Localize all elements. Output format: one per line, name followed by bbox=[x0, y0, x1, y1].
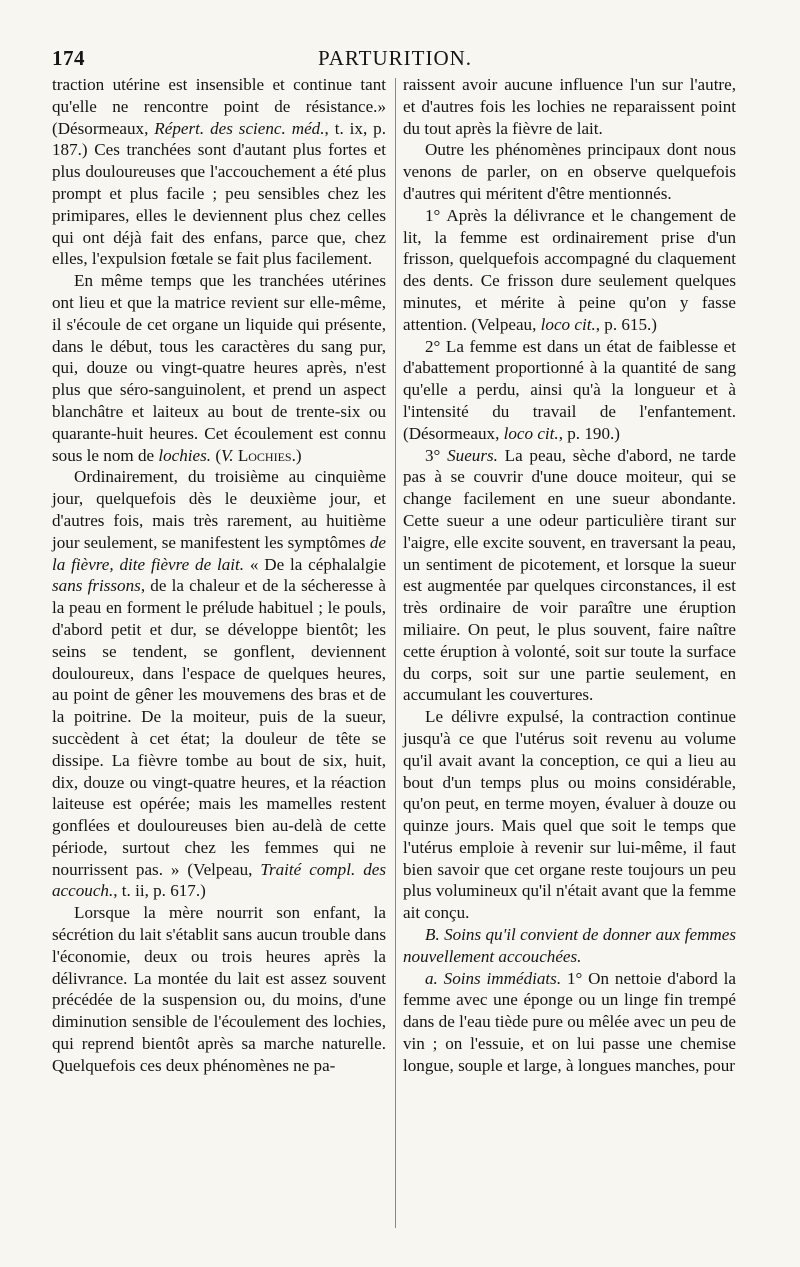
column-divider bbox=[395, 78, 396, 1228]
page-number: 174 bbox=[52, 46, 85, 70]
paragraph: Ordinairement, du troisième au cinquième jour, quelquefois dès le deuxième jour, et d'autres fois, mais très rarement, au huitième jour seulement, se manifestent les symptômes de la fièvre, dite fièvre de lait. « De la céphalalgie sans frissons, de la chaleur et de la sécheresse à la peau en forment le prélude habituel ; le pouls, d'abord petit et dur, se développe bientôt; les seins se tendent, se gonflent, deviennent douloureux, dans l'espace de quelques heures, au point de gêner les mouvemens des bras et de la poitrine. De la moiteur, puis de la sueur, succèdent à cet état; la douleur de tête se dissipe. La fièvre tombe au bout de six, huit, dix, douze ou vingt-quatre heures, et la réaction laiteuse est opérée; mais les mamelles restent gonflées et douloureuses bien au-delà de cette période, surtout chez les femmes qui ne nourrissent pas. » (Velpeau, Traité compl. des accouch., t. ii, p. 617.) bbox=[52, 467, 387, 901]
paragraph: Le délivre expulsé, la contraction continue jusqu'à ce que l'utérus soit revenu au volume qu'il avait avant la conception, ce qui a lieu au bout d'un temps plus ou moins considérable, qu'on peut, en terme moyen, évaluer à douze ou quinze jours. Mais quel que soit le temps que l'utérus emploie à revenir sur lui-même, il faut bien savoir que cet organe reste toujours un peu plus volumineux qu'il n'était avant que la femme ait conçu. bbox=[403, 707, 736, 923]
paragraph: a. Soins immédiats. 1° On nettoie d'abord la femme avec une éponge ou un linge fin trempé dans de l'eau tiède pure ou mêlée avec un peu de vin ; on l'essuie, et on lui passe une chemise longue, souple et large, à longues manches, pour bbox=[403, 968, 737, 1075]
left-column bbox=[52, 74, 386, 1077]
paragraph: traction utérine est insensible et continue tant qu'elle ne rencontre point de résistance.» (Désormeaux, Répert. des scienc. méd., t. ix, p. 187.) Ces tranchées sont d'autant plus fortes et plus douloureuses que l'accouchement a été plus prompt et plus facile ; peu sensibles chez les primipares, elles le deviennent plus chez celles qui ont déjà fait des enfans, parce que, chez elles, l'expulsion fœtale se fait plus facilement. bbox=[52, 75, 386, 269]
paragraph: 3° Sueurs. La peau, sèche d'abord, ne tarde pas à se couvrir d'une douce moiteur, qui se change facilement en une sueur abondante. Cette sueur a une odeur particulière tirant sur l'aigre, elle excite souvent, en traversant la peau, un sentiment de picotement, et lorsque la sueur est augmentée par quelques circonstances, il est très ordinaire de voir paraître une éruption miliaire. On peut, le plus souvent, faire naître cette éruption à volonté, soit sur toute la surface du corps, soit sur une partie seulement, en accumulant les couvertures. bbox=[403, 445, 736, 705]
paragraph: 1° Après la délivrance et le changement de lit, la femme est ordinairement prise d'un frisson, quelquefois accompagné du claquement des dents. Ce frisson dure seulement quelques minutes, et mérite à peine qu'on y fasse attention. (Velpeau, loco cit., p. 615.) bbox=[403, 205, 736, 334]
paragraph: raissent avoir aucune influence l'un sur l'autre, et d'autres fois les lochies ne reparaissent point du tout après la fièvre de lait. bbox=[403, 75, 736, 138]
paragraph: Outre les phénomènes principaux dont nous venons de parler, on en observe quelquefois d'autres qui méritent d'être mentionnés. bbox=[403, 140, 736, 203]
running-title: PARTURITION. bbox=[317, 46, 473, 70]
paragraph: 2° La femme est dans un état de faiblesse et d'abattement proportionné à la quantité de sang qu'elle a perdu, ainsi qu'à la longueur et à l'intensité du travail de l'enfantement. (Désormeaux, loco cit., p. 190.) bbox=[403, 336, 736, 443]
right-column bbox=[403, 74, 736, 1077]
page-header bbox=[52, 46, 738, 72]
paragraph: Lorsque la mère nourrit son enfant, la sécrétion du lait s'établit sans aucun trouble dans l'économie, deux ou trois heures après la délivrance. La montée du lait est assez souvent précédée de la suspension ou, du moins, d'une diminution sensible de l'écoulement des lochies, qui reprend bientôt après sa marche naturelle. Quelquefois ces deux phénomènes ne pa- bbox=[52, 903, 386, 1075]
section-heading: B. Soins qu'il convient de donner aux femmes nouvellement accouchées. bbox=[403, 925, 736, 966]
paragraph: En même temps que les tranchées utérines ont lieu et que la matrice revient sur elle-même, il s'écoule de cet organe un liquide qui présente, dans le début, tous les caractères du sang pur, qui, douze ou vingt-quatre heures après, n'est plus que séro-sanguinolent, et prend un aspect blanchâtre et laiteux au bout de trente-six ou quarante-huit heures. Cet écoulement est connu sous le nom de lochies. (V. Lochies.) bbox=[52, 271, 386, 465]
